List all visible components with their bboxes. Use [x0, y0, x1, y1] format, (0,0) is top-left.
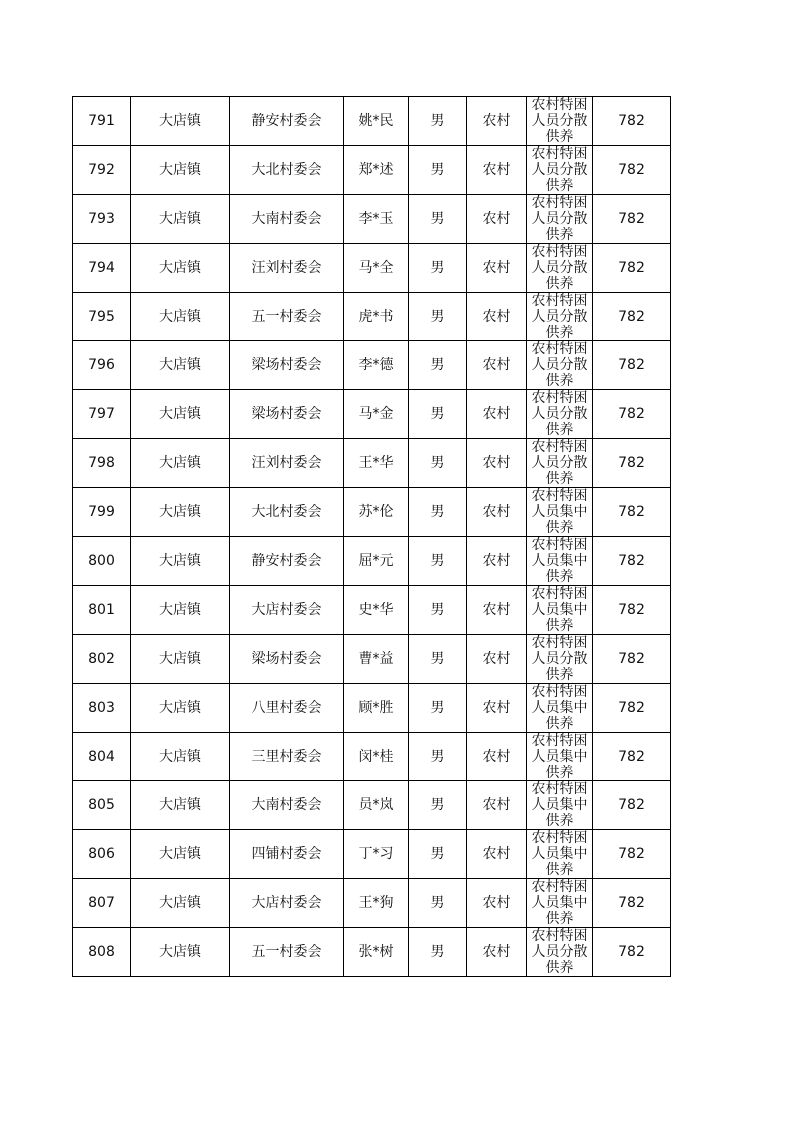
table-row: [73, 928, 671, 977]
row-number-cell: 808: [73, 928, 131, 977]
village-cell: 八里村委会: [230, 683, 344, 732]
row-number-cell: 800: [73, 537, 131, 586]
gender-cell: 男: [409, 488, 467, 537]
category-text: 农村特困人员分散供养: [531, 97, 588, 144]
table-body: [73, 97, 671, 977]
town-cell: 大店镇: [131, 390, 230, 439]
amount-cell: 782: [593, 781, 671, 830]
amount-cell: 782: [593, 97, 671, 146]
town-cell: 大店镇: [131, 781, 230, 830]
category-text: 农村特困人员集中供养: [531, 732, 588, 780]
gender-cell: 男: [409, 879, 467, 928]
row-number-cell: 804: [73, 732, 131, 781]
table-row: [73, 585, 671, 634]
area-type-cell: 农村: [467, 243, 527, 292]
area-type-cell: 农村: [467, 585, 527, 634]
row-number-cell: 791: [73, 97, 131, 146]
table-row: [73, 830, 671, 879]
table-row: [73, 97, 671, 146]
category-cell: [527, 145, 593, 194]
area-type-cell: 农村: [467, 292, 527, 341]
gender-cell: 男: [409, 928, 467, 977]
area-type-cell: 农村: [467, 537, 527, 586]
gender-cell: 男: [409, 830, 467, 879]
category-text: 农村特困人员集中供养: [531, 781, 588, 829]
records-table: [72, 96, 671, 977]
table-row: [73, 439, 671, 488]
amount-cell: 782: [593, 194, 671, 243]
town-cell: 大店镇: [131, 439, 230, 488]
village-cell: 大北村委会: [230, 488, 344, 537]
row-number-cell: 807: [73, 879, 131, 928]
town-cell: 大店镇: [131, 634, 230, 683]
category-text: 农村特困人员集中供养: [531, 488, 588, 536]
amount-cell: 782: [593, 537, 671, 586]
amount-cell: 782: [593, 879, 671, 928]
amount-cell: 782: [593, 634, 671, 683]
gender-cell: 男: [409, 341, 467, 390]
category-cell: [527, 341, 593, 390]
amount-cell: 782: [593, 439, 671, 488]
amount-cell: 782: [593, 488, 671, 537]
category-cell: [527, 928, 593, 977]
category-text: 农村特困人员集中供养: [531, 879, 588, 927]
category-cell: [527, 194, 593, 243]
name-cell: 曹*益: [344, 634, 409, 683]
name-cell: 马*全: [344, 243, 409, 292]
table-row: [73, 732, 671, 781]
name-cell: 马*金: [344, 390, 409, 439]
area-type-cell: 农村: [467, 145, 527, 194]
area-type-cell: 农村: [467, 341, 527, 390]
village-cell: 静安村委会: [230, 97, 344, 146]
row-number-cell: 802: [73, 634, 131, 683]
gender-cell: 男: [409, 390, 467, 439]
area-type-cell: 农村: [467, 439, 527, 488]
name-cell: 姚*民: [344, 97, 409, 146]
area-type-cell: 农村: [467, 488, 527, 537]
village-cell: 汪刘村委会: [230, 243, 344, 292]
category-text: 农村特困人员分散供养: [531, 145, 588, 193]
table-row: [73, 341, 671, 390]
row-number-cell: 805: [73, 781, 131, 830]
village-cell: 四铺村委会: [230, 830, 344, 879]
category-text: 农村特困人员集中供养: [531, 830, 588, 878]
name-cell: 屈*元: [344, 537, 409, 586]
gender-cell: 男: [409, 683, 467, 732]
category-cell: [527, 97, 593, 146]
category-text: 农村特困人员分散供养: [531, 390, 588, 438]
table-row: [73, 243, 671, 292]
gender-cell: 男: [409, 145, 467, 194]
row-number-cell: 798: [73, 439, 131, 488]
gender-cell: 男: [409, 537, 467, 586]
table-row: [73, 292, 671, 341]
gender-cell: 男: [409, 97, 467, 146]
category-text: 农村特困人员分散供养: [531, 634, 588, 682]
category-text: 农村特困人员分散供养: [531, 439, 588, 487]
category-cell: [527, 634, 593, 683]
name-cell: 闵*桂: [344, 732, 409, 781]
name-cell: 郑*述: [344, 145, 409, 194]
name-cell: 张*树: [344, 928, 409, 977]
area-type-cell: 农村: [467, 830, 527, 879]
amount-cell: 782: [593, 928, 671, 977]
category-cell: [527, 781, 593, 830]
area-type-cell: 农村: [467, 194, 527, 243]
category-cell: [527, 879, 593, 928]
village-cell: 三里村委会: [230, 732, 344, 781]
village-cell: 梁场村委会: [230, 634, 344, 683]
gender-cell: 男: [409, 194, 467, 243]
amount-cell: 782: [593, 732, 671, 781]
name-cell: 员*岚: [344, 781, 409, 830]
area-type-cell: 农村: [467, 634, 527, 683]
category-text: 农村特困人员分散供养: [531, 292, 588, 340]
amount-cell: 782: [593, 145, 671, 194]
area-type-cell: 农村: [467, 928, 527, 977]
row-number-cell: 797: [73, 390, 131, 439]
row-number-cell: 792: [73, 145, 131, 194]
name-cell: 顾*胜: [344, 683, 409, 732]
gender-cell: 男: [409, 732, 467, 781]
amount-cell: 782: [593, 341, 671, 390]
amount-cell: 782: [593, 830, 671, 879]
town-cell: 大店镇: [131, 879, 230, 928]
table-row: [73, 145, 671, 194]
category-cell: [527, 243, 593, 292]
category-text: 农村特困人员分散供养: [531, 243, 588, 291]
gender-cell: 男: [409, 243, 467, 292]
village-cell: 大南村委会: [230, 194, 344, 243]
area-type-cell: 农村: [467, 390, 527, 439]
name-cell: 史*华: [344, 585, 409, 634]
category-cell: [527, 292, 593, 341]
name-cell: 李*德: [344, 341, 409, 390]
town-cell: 大店镇: [131, 243, 230, 292]
table-row: [73, 390, 671, 439]
category-text: 农村特困人员分散供养: [531, 341, 588, 389]
name-cell: 虎*书: [344, 292, 409, 341]
village-cell: 静安村委会: [230, 537, 344, 586]
name-cell: 李*玉: [344, 194, 409, 243]
amount-cell: 782: [593, 585, 671, 634]
category-cell: [527, 439, 593, 488]
category-cell: [527, 488, 593, 537]
gender-cell: 男: [409, 781, 467, 830]
table-row: [73, 879, 671, 928]
town-cell: 大店镇: [131, 585, 230, 634]
table-row: [73, 683, 671, 732]
town-cell: 大店镇: [131, 145, 230, 194]
village-cell: 大北村委会: [230, 145, 344, 194]
village-cell: 五一村委会: [230, 292, 344, 341]
town-cell: 大店镇: [131, 683, 230, 732]
gender-cell: 男: [409, 585, 467, 634]
gender-cell: 男: [409, 439, 467, 488]
village-cell: 大店村委会: [230, 585, 344, 634]
village-cell: 梁场村委会: [230, 341, 344, 390]
table-row: [73, 634, 671, 683]
town-cell: 大店镇: [131, 488, 230, 537]
town-cell: 大店镇: [131, 292, 230, 341]
category-cell: [527, 390, 593, 439]
category-text: 农村特困人员集中供养: [531, 537, 588, 585]
table-row: [73, 781, 671, 830]
amount-cell: 782: [593, 292, 671, 341]
village-cell: 梁场村委会: [230, 390, 344, 439]
area-type-cell: 农村: [467, 879, 527, 928]
name-cell: 丁*习: [344, 830, 409, 879]
category-text: 农村特困人员分散供养: [531, 194, 588, 242]
amount-cell: 782: [593, 683, 671, 732]
row-number-cell: 799: [73, 488, 131, 537]
row-number-cell: 806: [73, 830, 131, 879]
amount-cell: 782: [593, 243, 671, 292]
area-type-cell: 农村: [467, 732, 527, 781]
row-number-cell: 803: [73, 683, 131, 732]
category-text: 农村特困人员分散供养: [531, 928, 588, 976]
town-cell: 大店镇: [131, 928, 230, 977]
gender-cell: 男: [409, 634, 467, 683]
category-cell: [527, 585, 593, 634]
town-cell: 大店镇: [131, 194, 230, 243]
village-cell: 汪刘村委会: [230, 439, 344, 488]
amount-cell: 782: [593, 390, 671, 439]
category-text: 农村特困人员集中供养: [531, 585, 588, 633]
village-cell: 大南村委会: [230, 781, 344, 830]
category-cell: [527, 732, 593, 781]
table-row: [73, 488, 671, 537]
town-cell: 大店镇: [131, 537, 230, 586]
village-cell: 大店村委会: [230, 879, 344, 928]
category-cell: [527, 683, 593, 732]
town-cell: 大店镇: [131, 97, 230, 146]
category-text: 农村特困人员集中供养: [531, 683, 588, 731]
village-cell: 五一村委会: [230, 928, 344, 977]
row-number-cell: 793: [73, 194, 131, 243]
town-cell: 大店镇: [131, 830, 230, 879]
town-cell: 大店镇: [131, 341, 230, 390]
row-number-cell: 795: [73, 292, 131, 341]
area-type-cell: 农村: [467, 781, 527, 830]
row-number-cell: 796: [73, 341, 131, 390]
town-cell: 大店镇: [131, 732, 230, 781]
area-type-cell: 农村: [467, 683, 527, 732]
name-cell: 王*狗: [344, 879, 409, 928]
category-cell: [527, 830, 593, 879]
row-number-cell: 801: [73, 585, 131, 634]
name-cell: 王*华: [344, 439, 409, 488]
table-row: [73, 194, 671, 243]
table-row: [73, 537, 671, 586]
row-number-cell: 794: [73, 243, 131, 292]
name-cell: 苏*伦: [344, 488, 409, 537]
gender-cell: 男: [409, 292, 467, 341]
area-type-cell: 农村: [467, 97, 527, 146]
category-cell: [527, 537, 593, 586]
